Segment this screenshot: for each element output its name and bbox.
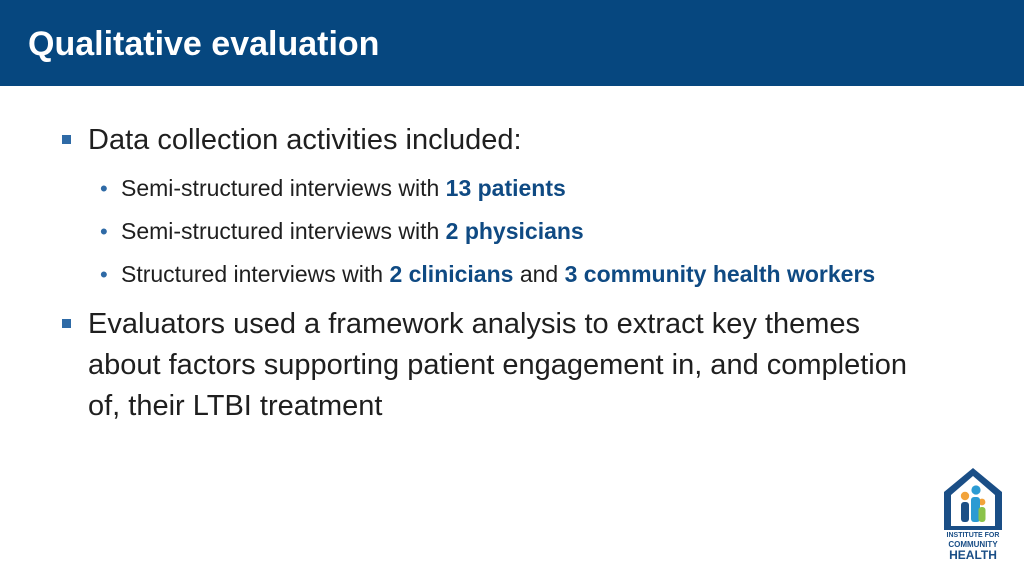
institute-logo [940, 466, 1006, 566]
sub-bullet-text: Semi-structured interviews with [121, 175, 446, 201]
highlight-text: 2 clinicians [389, 261, 514, 287]
sub-bullet-physicians [60, 214, 901, 249]
square-bullet-icon [62, 319, 71, 328]
highlight-text: 2 physicians [445, 218, 584, 244]
bullet-framework-analysis [60, 304, 940, 427]
title-bar [0, 0, 1024, 86]
slide-content [60, 120, 940, 427]
sub-bullet-text: Structured interviews with [121, 261, 390, 287]
logo-caption [940, 532, 1006, 561]
square-bullet-icon [62, 135, 71, 144]
bullet-text: Data collection activities included: [88, 124, 522, 156]
slide-title: Qualitative evaluation [28, 25, 380, 63]
highlight-text: 13 patients [445, 175, 566, 201]
bullet-text: Evaluators used a framework analysis to extract key themes about factors supporting patient engagement in, and completion of, their LTBI treatment [88, 308, 907, 422]
sub-bullet-clinicians [60, 257, 901, 292]
dot-bullet-icon: • [100, 176, 108, 201]
house-people-icon [940, 466, 1006, 532]
logo-line3: HEALTH [949, 548, 997, 562]
logo-line1: INSTITUTE FOR [946, 532, 1000, 539]
dot-bullet-icon: • [100, 219, 108, 244]
sub-bullet-text: and [513, 261, 565, 287]
bullet-data-collection [60, 120, 940, 161]
highlight-text: 3 community health workers [564, 261, 876, 287]
sub-bullet-text: Semi-structured interviews with [121, 218, 446, 244]
dot-bullet-icon: • [100, 262, 108, 287]
sub-bullet-patients [60, 171, 901, 206]
logo-line2: COMMUNITY [948, 540, 998, 549]
